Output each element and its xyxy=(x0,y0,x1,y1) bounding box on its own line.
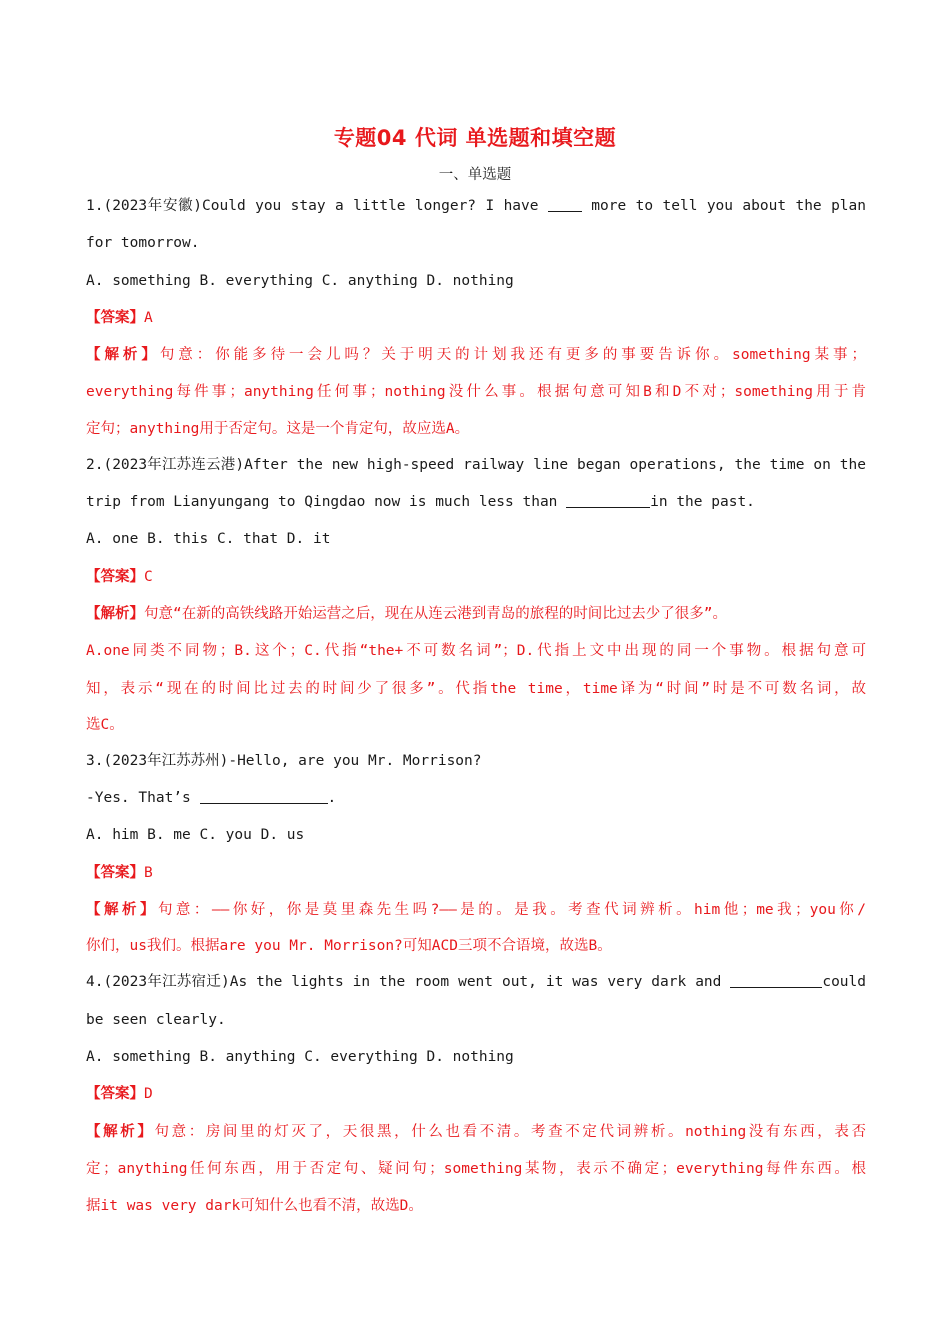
analysis-line: 据it was very dark可知什么也看不清，故选D。 xyxy=(86,1198,423,1215)
analysis-line: 【解析】句意：房间里的灯灭了，天很黑，什么也看不清。考查不定代词辨析。nothing没有东西，表否 xyxy=(86,1123,866,1140)
question-stem-cont: for tomorrow. xyxy=(86,235,200,252)
question-options: A. something B. everything C. anything D. nothing xyxy=(86,272,514,289)
question-3 xyxy=(86,743,866,964)
analysis-line: 【解析】句意“在新的高铁线路开始运营之后，现在从连云港到青岛的旅程的时间比过去少了很多”。 xyxy=(86,605,727,622)
question-stem: 1.(2023年安徽)Could you stay a little longer? I have more to tell you about the plan xyxy=(86,198,866,214)
question-stem-cont: -Yes. That’s . xyxy=(86,790,337,807)
answer-line: 【答案】A xyxy=(86,309,153,326)
answer-blank xyxy=(730,973,822,989)
analysis-line: everything每件事；anything任何事；nothing没什么事。根据句意可知B和D不对；something用于肯 xyxy=(86,384,866,401)
answer-blank xyxy=(200,789,328,805)
analysis-line: 【解析】句意：——你好，你是莫里森先生吗?——是的。是我。考查代词辨析。him他；me我；you你/ xyxy=(86,902,866,919)
question-list xyxy=(86,188,866,1225)
analysis-line: A.one同类不同物；B.这个；C.代指“the+不可数名词”；D.代指上文中出现的同一个事物。根据句意可 xyxy=(86,643,866,660)
question-stem-cont: trip from Lianyungang to Qingdao now is much less than in the past. xyxy=(86,494,755,511)
question-stem: 2.(2023年江苏连云港)After the new high-speed railway line began operations, the time on the xyxy=(86,456,866,473)
question-1 xyxy=(86,188,866,447)
answer-line: 【答案】D xyxy=(86,1086,153,1103)
section-heading: 一、单选题 xyxy=(438,167,512,183)
analysis-line: 【解析】句意：你能多待一会儿吗？关于明天的计划我还有更多的事要告诉你。something某事； xyxy=(86,347,866,364)
question-options: A. something B. anything C. everything D. nothing xyxy=(86,1048,514,1065)
question-stem-cont: be seen clearly. xyxy=(86,1011,226,1028)
page-title: 专题04 代词 单选题和填空题 xyxy=(333,126,617,150)
analysis-line: 你们，us我们。根据are you Mr. Morrison?可知ACD三项不合语境，故选B。 xyxy=(86,938,612,955)
question-2 xyxy=(86,447,866,743)
answer-blank xyxy=(566,493,650,509)
question-stem: 4.(2023年江苏宿迁)As the lights in the room went out, it was very dark and could xyxy=(86,974,866,991)
question-options: A. one B. this C. that D. it xyxy=(86,531,331,548)
analysis-line: 知，表示“现在的时间比过去的时间少了很多”。代指the time，time译为“时间”时是不可数名词，故 xyxy=(86,680,866,697)
answer-line: 【答案】B xyxy=(86,864,153,881)
question-4 xyxy=(86,964,866,1225)
answer-line: 【答案】C xyxy=(86,568,153,585)
analysis-line: 选C。 xyxy=(86,716,124,733)
analysis-line: 定；anything任何东西，用于否定句、疑问句；something某物，表示不确定；everything每件东西。根 xyxy=(86,1160,866,1177)
answer-blank xyxy=(548,197,582,213)
analysis-line: 定句；anything用于否定句。这是一个肯定句，故应选A。 xyxy=(86,420,470,437)
question-stem: 3.(2023年江苏苏州)-Hello, are you Mr. Morrison? xyxy=(86,752,482,769)
question-options: A. him B. me C. you D. us xyxy=(86,827,305,844)
